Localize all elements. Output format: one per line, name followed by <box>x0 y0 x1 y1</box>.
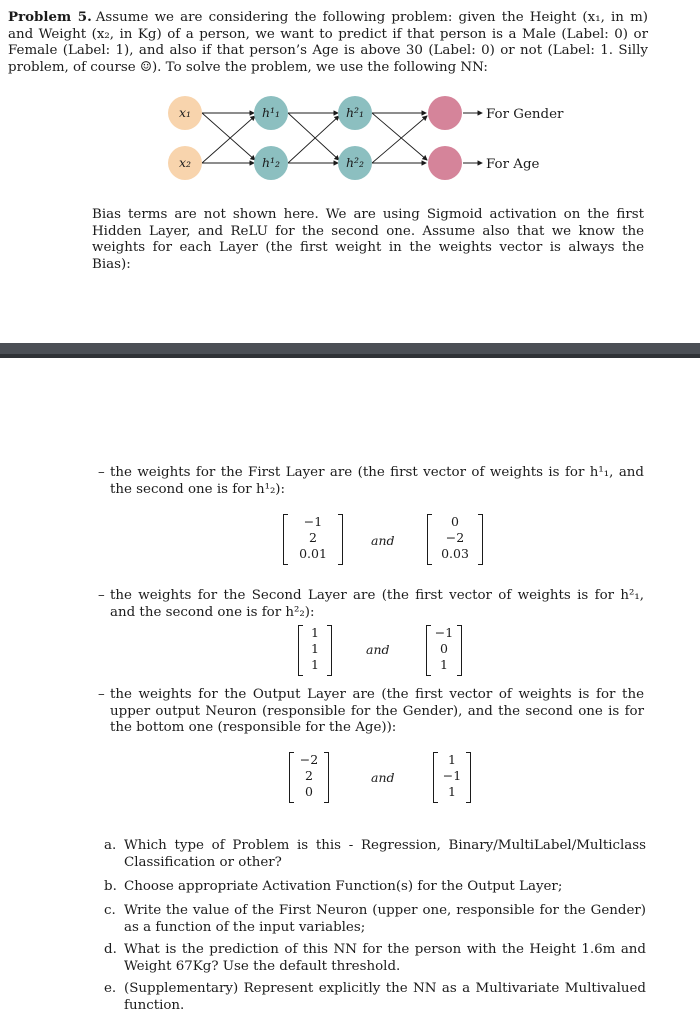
output-layer-vector-2 <box>433 752 471 804</box>
output-layer-vector-1 <box>289 752 329 804</box>
question-c <box>104 903 646 936</box>
vector-value: 0.03 <box>441 546 469 561</box>
vector-value: 0 <box>440 641 448 656</box>
edge <box>202 113 255 160</box>
problem-label: Problem 5. <box>8 9 92 25</box>
edge <box>372 113 427 160</box>
output-node-gender <box>428 96 462 130</box>
output-label-gender: For Gender <box>486 107 564 122</box>
vector-value: −2 <box>299 752 319 767</box>
first-layer-text: the weights for the First Layer are (the first vector of weights is for h¹₁, and the second one is for h¹₂): <box>110 465 644 497</box>
input-label-x2: x₂ <box>178 155 192 170</box>
question-letter: b. <box>104 879 117 894</box>
hidden1-label-1: h¹₁ <box>261 105 281 120</box>
question-d <box>104 942 646 975</box>
question-a <box>104 838 646 871</box>
question-text: (Supplementary) Represent explicitly the NN as a Multivariate Multivalued function. <box>124 981 646 1013</box>
vector-value: −2 <box>445 530 465 545</box>
network-diagram <box>160 92 590 184</box>
vector-value: 1 <box>311 657 319 672</box>
question-letter: e. <box>104 981 117 996</box>
edge <box>372 116 427 163</box>
vector-value: 0 <box>305 784 313 799</box>
second-layer-bullet <box>98 588 644 621</box>
question-b <box>104 879 646 896</box>
vector-value: −1 <box>442 768 462 783</box>
vector-value: 2 <box>309 530 317 545</box>
problem-text: Assume we are considering the following problem: given the Height (x₁, in m) and Weight (x₂, in Kg) of a person, we want to predict if that person is a Male (Label: 0) or Female (Label: 1), and also if that person’s Age is above 30 (Label: 0) or not (Label: 1. Silly problem, of course ☺). To solve the problem, we use the following NN: <box>8 10 648 75</box>
bullet-dash: – <box>98 588 105 603</box>
bullet-dash: – <box>98 687 105 702</box>
question-letter: a. <box>104 838 117 853</box>
and-label: and <box>371 770 395 785</box>
input-label-x1: x₁ <box>178 105 192 120</box>
first-layer-vector-2 <box>427 514 483 566</box>
and-label: and <box>366 642 390 657</box>
question-text: Choose appropriate Activation Function(s) for the Output Layer; <box>124 879 563 894</box>
output-node-age <box>428 146 462 180</box>
vector-value: 2 <box>305 768 313 783</box>
vector-value: 0 <box>451 514 459 529</box>
question-text: Write the value of the First Neuron (upper one, responsible for the Gender) as a function of the input variables; <box>124 903 646 935</box>
hidden1-label-2: h¹₂ <box>261 155 281 170</box>
vector-value: 1 <box>311 625 319 640</box>
output-layer-bullet <box>98 687 644 737</box>
second-layer-vector-2 <box>426 625 462 677</box>
and-label: and <box>371 533 395 548</box>
vector-value: 0.01 <box>299 546 327 561</box>
question-letter: c. <box>104 903 116 918</box>
vector-value: 1 <box>311 641 319 656</box>
question-letter: d. <box>104 942 117 957</box>
hidden2-label-2: h²₂ <box>345 155 365 170</box>
hidden2-label-1: h²₁ <box>345 105 365 120</box>
question-text: What is the prediction of this NN for the person with the Height 1.6m and Weight 67Kg? Use the default threshold. <box>124 942 646 974</box>
second-layer-text: the weights for the Second Layer are (the first vector of weights is for h²₁, and the second one is for h²₂): <box>110 588 644 620</box>
vector-value: −1 <box>303 514 323 529</box>
output-layer-text: the weights for the Output Layer are (the first vector of weights is for the upper output Neuron (responsible for the Gender), and the second one is for the bottom one (responsible for the Age)): <box>110 687 644 735</box>
edge <box>288 116 339 163</box>
vector-value: −1 <box>434 625 454 640</box>
vector-value: 1 <box>448 784 456 799</box>
question-e <box>104 981 646 1014</box>
question-text: Which type of Problem is this - Regression, Binary/MultiLabel/Multiclass Classification or other? <box>124 838 646 870</box>
edge <box>202 116 255 163</box>
page-divider <box>0 343 700 358</box>
bullet-dash: – <box>98 465 105 480</box>
edge <box>288 113 339 160</box>
first-layer-vector-1 <box>283 514 343 566</box>
vector-value: 1 <box>448 752 456 767</box>
vector-value: 1 <box>440 657 448 672</box>
second-layer-vector-1 <box>298 625 332 677</box>
first-layer-bullet <box>98 465 644 498</box>
output-label-age: For Age <box>486 157 540 172</box>
problem-statement <box>8 9 648 76</box>
bias-description: Bias terms are not shown here. We are using Sigmoid activation on the first Hidden Layer, and ReLU for the second one. Assume also that we know the weights for each Layer (the first weight in the weights vector is always the Bias): <box>92 207 644 272</box>
